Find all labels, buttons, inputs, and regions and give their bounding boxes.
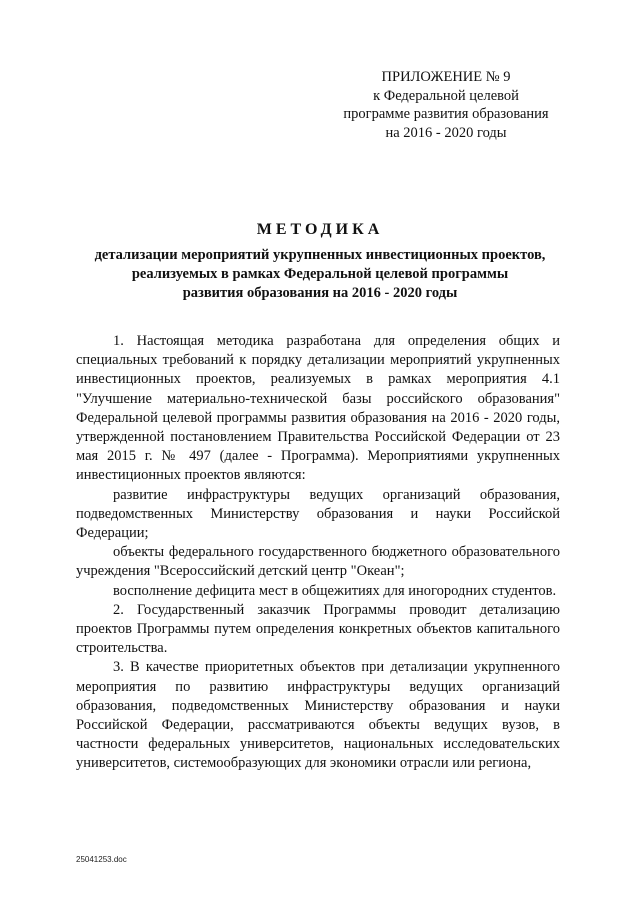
- paragraph-3: 3. В качестве приоритетных объектов при детализации укрупненного мероприятия по развитию инфраструктуры ведущих организаций образования, подведомственных Министерству образования и науки Российской Федерации, рассматриваются объекты ведущих вузов, в частности федеральных университетов, национальных исследовательских университетов, системообразующих для экономики отрасли или региона,: [76, 659, 560, 772]
- document-title: МЕТОДИКА: [256, 221, 384, 238]
- subtitle-line: детализации мероприятий укрупненных инвестиционных проектов,: [94, 247, 546, 263]
- appendix-number: ПРИЛОЖЕНИЕ № 9: [381, 69, 511, 85]
- paragraph-2: 2. Государственный заказчик Программы проводит детализацию проектов Программы путем определения конкретных объектов капитального строительства.: [76, 601, 560, 657]
- appendix-line: на 2016 - 2020 годы: [385, 124, 507, 141]
- paragraph-1: 1. Настоящая методика разработана для определения общих и специальных требований к порядку детализации мероприятий укрупненных инвестиционных проектов, реализуемых в рамках мероприятия 4.1 "Улучшение материально-технической базы российского образования" Федеральной целевой программы развития образования на 2016 - 2020 годы, утвержденной постановлением Правительства Российской Федерации от 23 мая 2015 г. № 497 (далее - Программа). Мероприятиями укрупненных инвестиционных проектов являются:: [76, 333, 560, 484]
- subtitle-line: реализуемых в рамках Федеральной целевой программы: [131, 266, 509, 282]
- appendix-line: к Федеральной целевой: [373, 87, 519, 104]
- paragraph-infrastructure: развитие инфраструктуры ведущих организаций образования, подведомственных Министерству образования и науки Российской Федерации;: [76, 486, 560, 542]
- paragraph-okean: объекты федерального государственного бюджетного образовательного учреждения "Всероссийский детский центр "Океан";: [76, 544, 560, 580]
- file-name-footer: 25041253.doc: [76, 855, 127, 864]
- subtitle-line: развития образования на 2016 - 2020 годы: [182, 285, 458, 301]
- appendix-header: [330, 68, 562, 142]
- paragraph-dormitories: восполнение дефицита мест в общежитиях для иногородних студентов.: [113, 582, 557, 599]
- document-body: [76, 332, 560, 774]
- appendix-line: программе развития образования: [343, 106, 549, 122]
- document-subtitle: [60, 246, 580, 303]
